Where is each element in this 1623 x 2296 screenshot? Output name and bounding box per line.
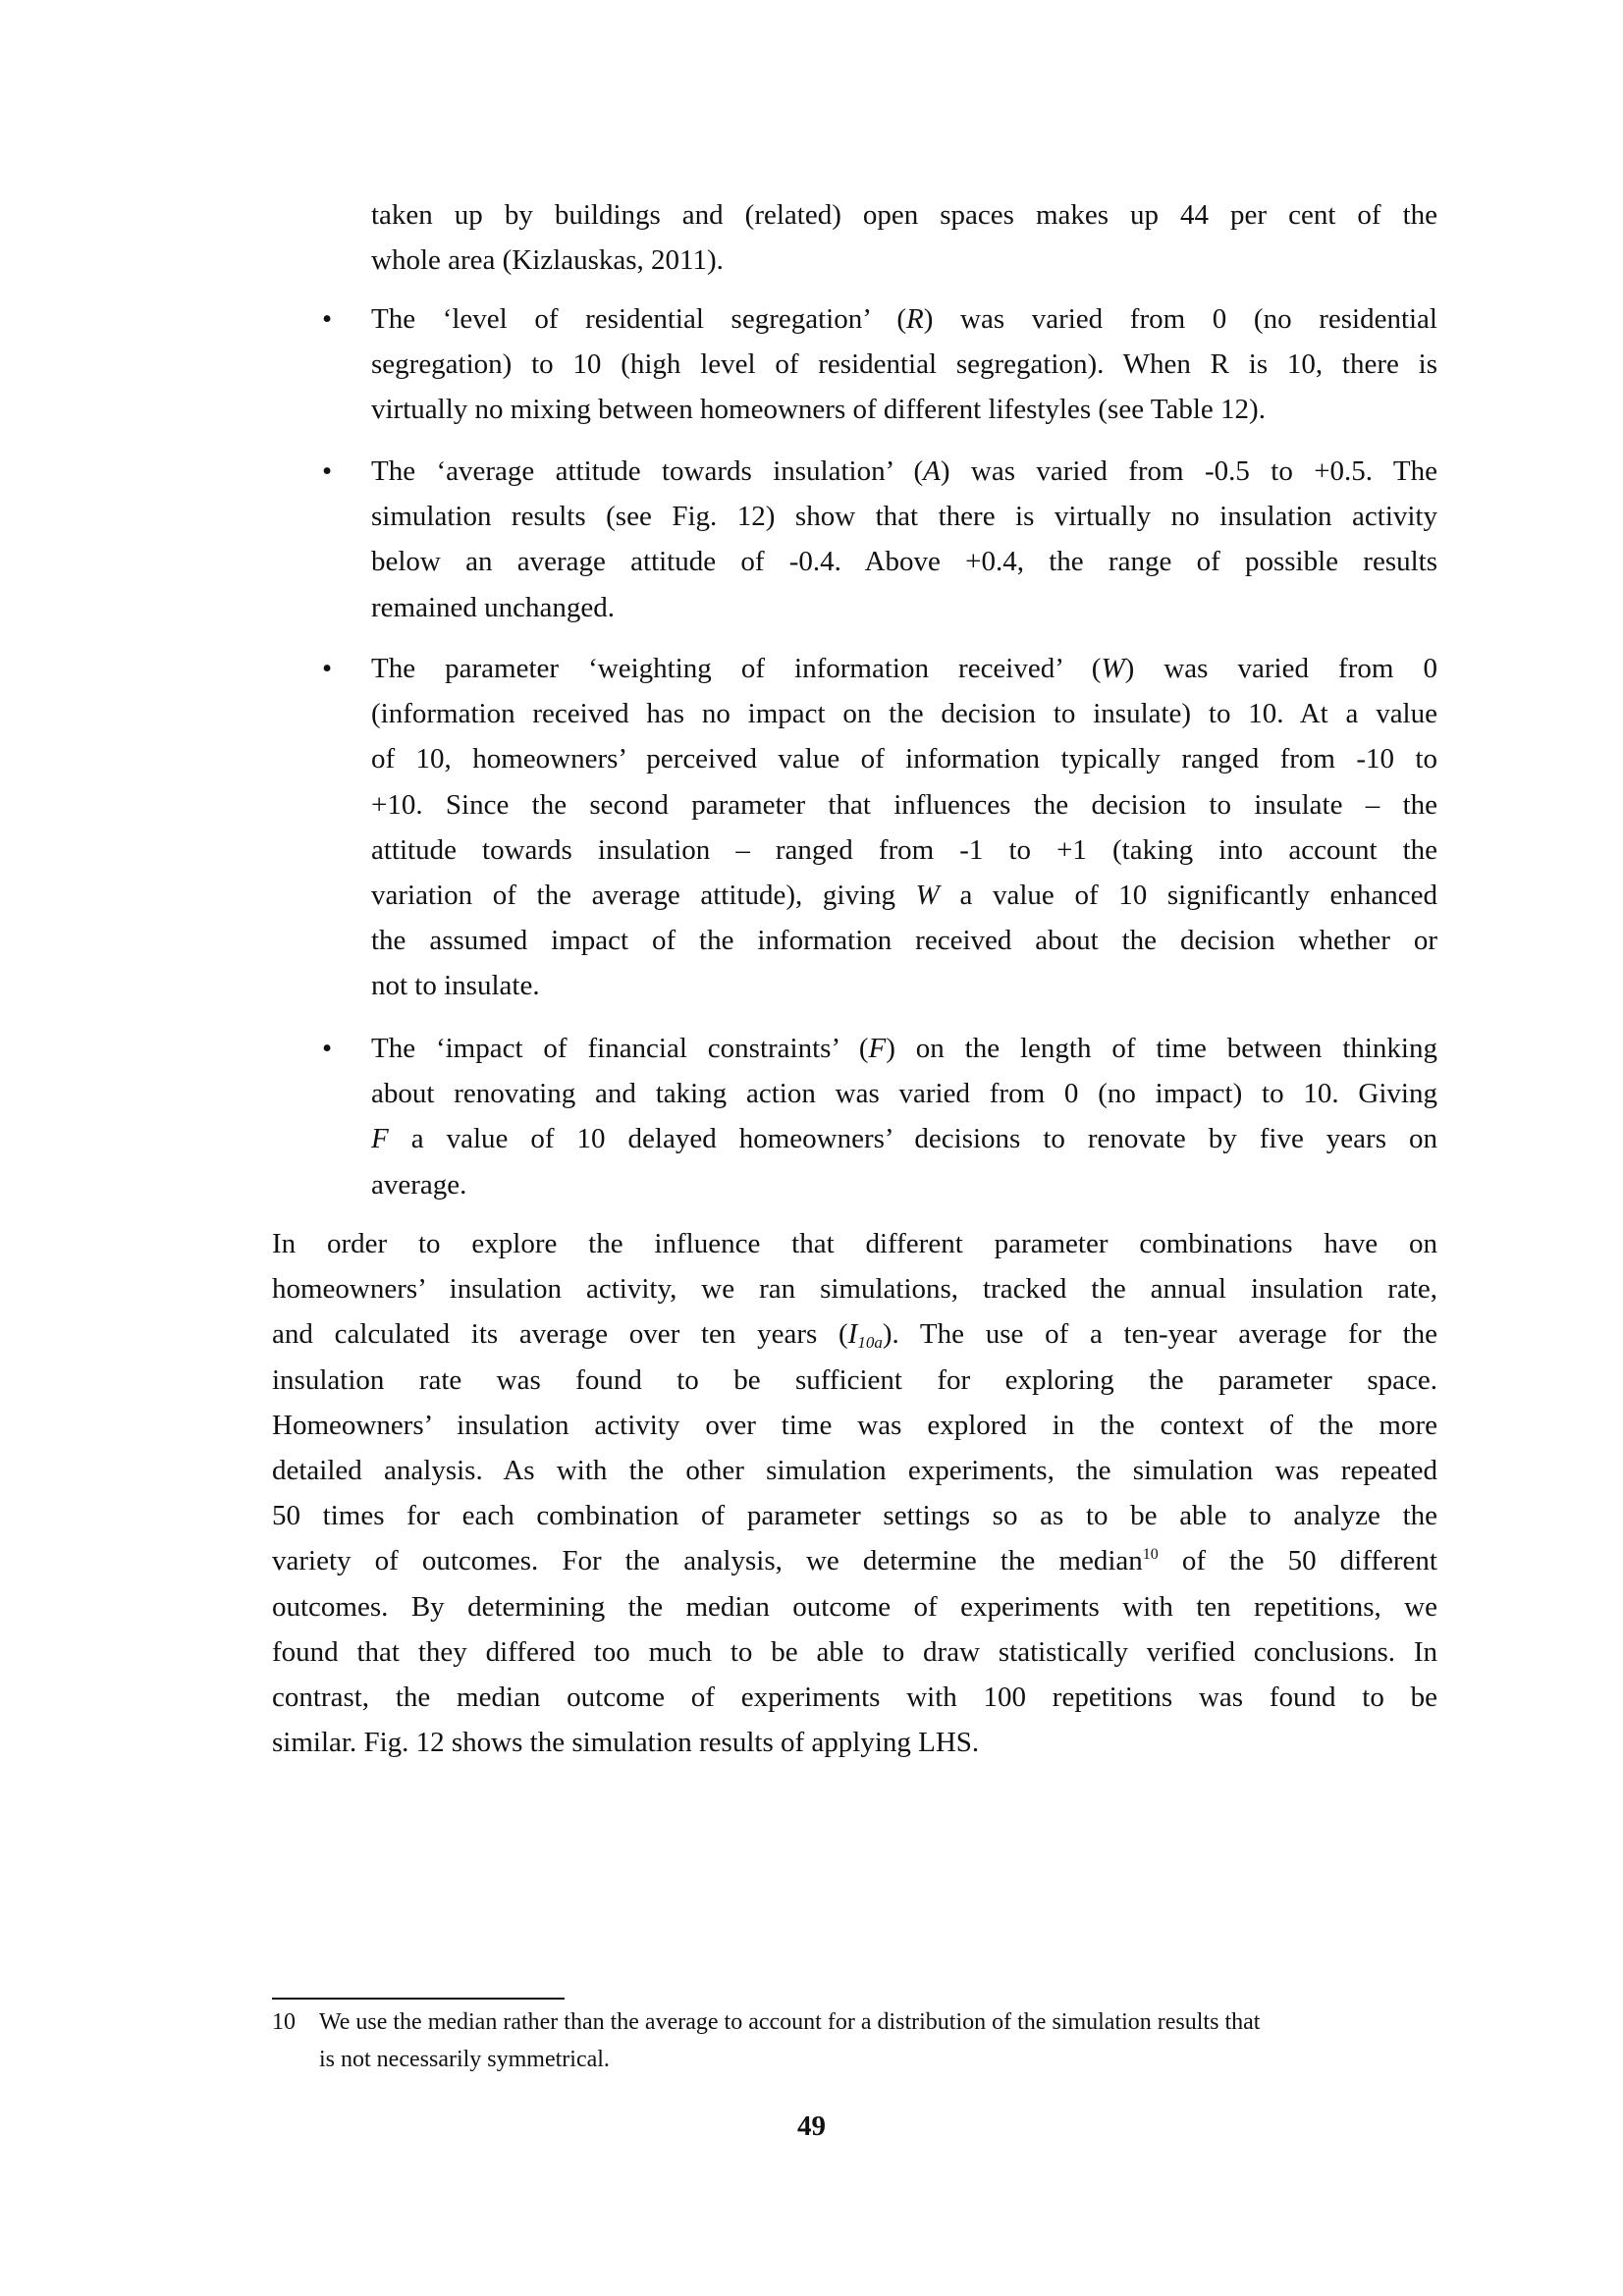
footnote-divider xyxy=(272,1998,565,2000)
bullet-icon: • xyxy=(322,1033,333,1064)
text-line: not to insulate. xyxy=(371,970,540,1002)
text-line: The ‘average attitude towards insulation’ (A) was varied from -0.5 to +0.5. The xyxy=(371,455,1437,487)
text-line: variation of the average attitude), giving W a value of 10 significantly enhanced xyxy=(371,880,1437,912)
text-line: average. xyxy=(371,1168,467,1201)
text-line: the assumed impact of the information received about the decision whether or xyxy=(371,925,1437,957)
text-line: found that they differed too much to be able to draw statistically verified conclusions. In xyxy=(272,1635,1437,1668)
body-paragraph xyxy=(272,1221,1437,1765)
variable-F: F xyxy=(371,1123,389,1155)
text-line: virtually no mixing between homeowners of different lifestyles (see Table 12). xyxy=(371,394,1266,426)
footnote xyxy=(272,2003,1440,2082)
text-line: (information received has no impact on the decision to insulate) to 10. At a value xyxy=(371,698,1437,730)
variable-W: W xyxy=(915,880,940,912)
text-line: taken up by buildings and (related) open spaces makes up 44 per cent of the xyxy=(371,199,1437,231)
bullet-item-residential-segregation xyxy=(322,296,1437,433)
text-line: F a value of 10 delayed homeowners’ decisions to renovate by five years on xyxy=(371,1123,1437,1155)
text-line: below an average attitude of -0.4. Above +0.4, the range of possible results xyxy=(371,546,1437,578)
text-line: variety of outcomes. For the analysis, we determine the median$^{10}$ of the 50 different xyxy=(272,1545,1437,1577)
text-line: The ‘impact of financial constraints’ (F) on the length of time between thinking xyxy=(371,1033,1437,1064)
text-line: about renovating and taking action was varied from 0 (no impact) to 10. Giving xyxy=(371,1078,1437,1110)
text-line: +10. Since the second parameter that influences the decision to insulate – the xyxy=(371,788,1437,821)
bullet-icon: • xyxy=(322,455,333,487)
bullet-icon: • xyxy=(322,303,333,335)
text-line: and calculated its average over ten years $(I_{10a})$. The use of a ten-year average for the xyxy=(272,1318,1437,1353)
text-line: In order to explore the influence that different parameter combinations have on xyxy=(272,1228,1437,1259)
text-line: whole area (Kizlauskas, 2011). xyxy=(371,244,724,277)
text-line: of 10, homeowners’ perceived value of information typically ranged from -10 to xyxy=(371,743,1437,775)
text-line: insulation rate was found to be sufficient for exploring the parameter space. xyxy=(272,1363,1437,1396)
text-line: contrast, the median outcome of experiments with 100 repetitions was found to be xyxy=(272,1682,1437,1714)
text-line: simulation results (see Fig. 12) show that there is virtually no insulation activity xyxy=(371,501,1437,533)
text-line: attitude towards insulation – ranged from -1 to +1 (taking into account the xyxy=(371,833,1437,866)
footnote-line: is not necessarily symmetrical. xyxy=(319,2047,610,2072)
variable-F: F xyxy=(868,1033,887,1064)
footnote-line: We use the median rather than the average to account for a distribution of the simulation results that xyxy=(319,2009,1261,2035)
text-line: outcomes. By determining the median outcome of experiments with ten repetitions, we xyxy=(272,1590,1437,1623)
symbol-I10a: I xyxy=(847,1318,858,1351)
text-line: segregation) to 10 (high level of residential segregation). When R is 10, there is xyxy=(371,348,1437,381)
footnote-number: 10 xyxy=(272,2009,296,2035)
page-number: 49 xyxy=(797,2110,826,2142)
text-line: 50 times for each combination of parameter settings so as to be able to analyze the xyxy=(272,1500,1437,1532)
text-line: detailed analysis. As with the other simulation experiments, the simulation was repeated xyxy=(272,1455,1437,1487)
continuation-text xyxy=(371,192,1437,283)
text-line: remained unchanged. xyxy=(371,591,616,623)
bullet-item-weighting-information xyxy=(322,646,1437,1009)
variable-W: W xyxy=(1101,653,1125,684)
text-line: similar. Fig. 12 shows the simulation results of applying LHS. xyxy=(272,1727,980,1759)
bullet-item-average-attitude xyxy=(322,449,1437,630)
footnote-reference[interactable]: 10 xyxy=(1142,1546,1159,1564)
bullet-item-financial-constraints xyxy=(322,1026,1437,1207)
variable-A: A xyxy=(923,455,941,487)
bullet-icon: • xyxy=(322,653,333,684)
text-line: The parameter ‘weighting of information received’ (W) was varied from 0 xyxy=(371,653,1437,684)
text-line: The ‘level of residential segregation’ (R) was varied from 0 (no residential xyxy=(371,303,1437,335)
text-line: homeowners’ insulation activity, we ran simulations, tracked the annual insulation rate, xyxy=(272,1273,1437,1306)
subscript-10a: 10a xyxy=(857,1333,883,1353)
text-line: Homeowners’ insulation activity over time was explored in the context of the more xyxy=(272,1409,1437,1441)
variable-R: R xyxy=(906,303,924,335)
